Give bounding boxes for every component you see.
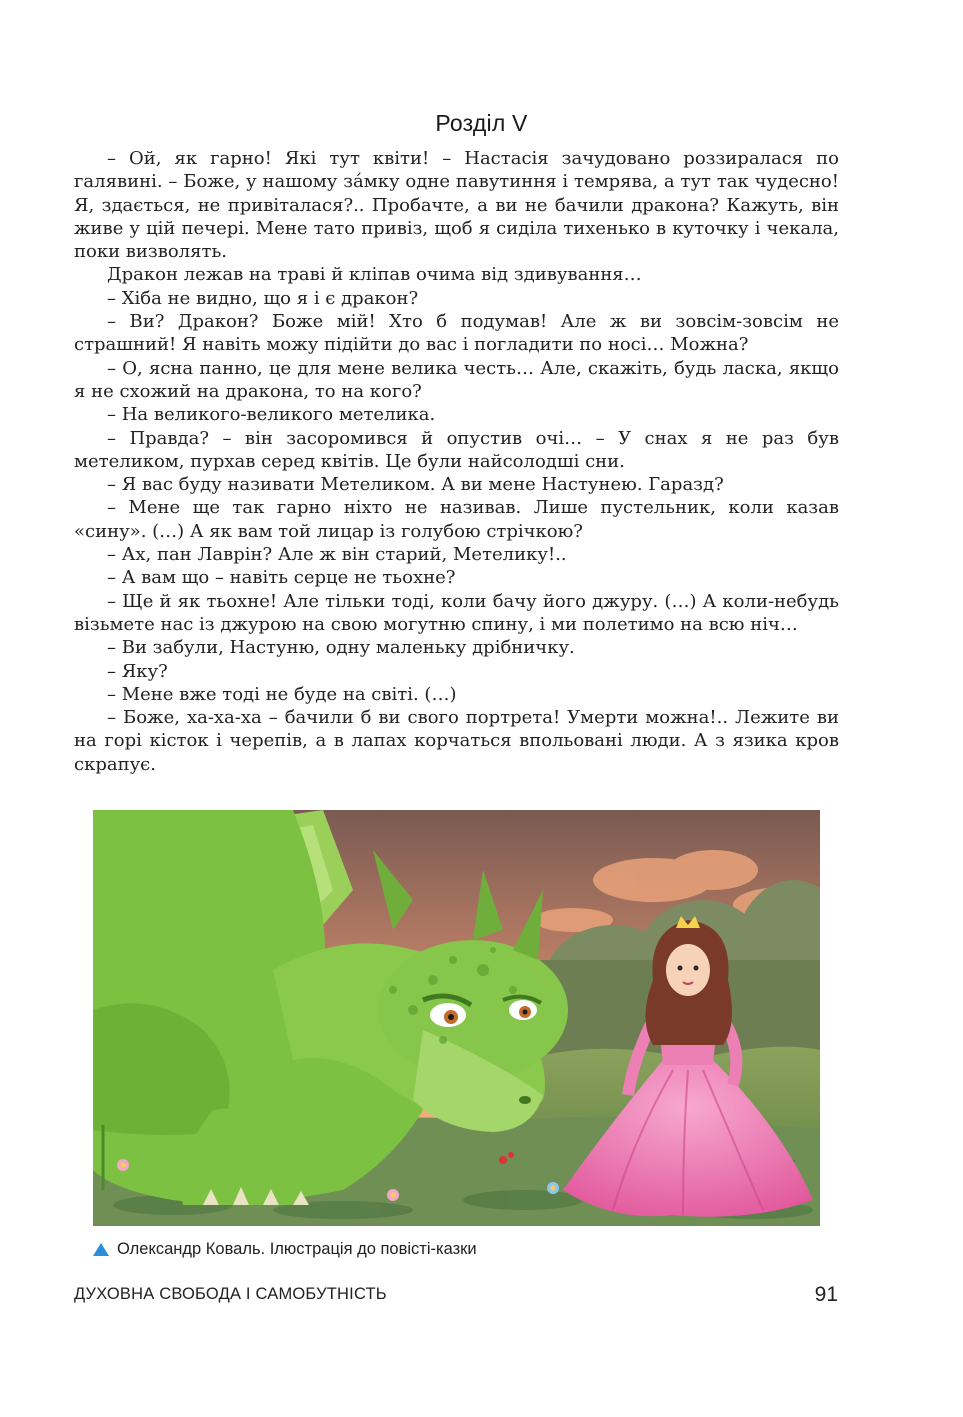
page-number: 91 [814,1283,838,1306]
paragraph: – Ой, як гарно! Які тут квіти! – Настасія зачудовано роззиралася по галявині. – Боже, у нашому за́мку одне павутиння і темрява, а тут так чудесно! Я, здається, не привіталася?.. Пробачте, а ви не бачили дракона? Кажуть, він живе у цій печері. Мене тато привіз, щоб я сиділа тихенько в куточку і чекала, поки визволять. [74,148,839,263]
chapter-title: Розділ V [435,110,528,136]
illustration-caption [93,1240,477,1259]
paragraph: – А вам що – навіть серце не тьохне? [107,567,456,589]
paragraph: – Я вас буду називати Метеликом. А ви мене Настунею. Гаразд? [107,474,724,496]
paragraph: – Ах, пан Лаврін? Але ж він старий, Метелику!.. [107,544,567,566]
paragraph: – О, ясна панно, це для мене велика честь… Але, скажіть, будь ласка, якщо я не схожий на дракона, то на кого? [74,357,839,402]
footer-section-title: ДУХОВНА СВОБОДА І САМОБУТНІСТЬ [74,1285,387,1303]
paragraph: – Правда? – він засоромився й опустив очі… – У снах я не раз був метеликом, пурхав серед квітів. Це були найсолодші сни. [74,427,839,472]
paragraph: – Хіба не видно, що я і є дракон? [107,287,419,309]
paragraph: – Боже, ха-ха-ха – бачили б ви свого портрета! Умерти можна!.. Лежите ви на горі кісток і черепів, а в лапах корчаться впольовані люди. А з язика кров скрапує. [74,707,839,775]
story-text [74,147,839,776]
triangle-icon [93,1243,109,1256]
paragraph: – Мене вже тоді не буде на світі. (…) [107,683,457,705]
paragraph: – Яку? [107,660,168,682]
caption-text: Олександр Коваль. Ілюстрація до повісті-казки [117,1240,477,1258]
paragraph: – Ви забули, Настуню, одну маленьку дрібничку. [107,637,575,659]
paragraph: Дракон лежав на траві й кліпав очима від здивування… [107,264,642,286]
paragraph: – Мене ще так гарно ніхто не називав. Лише пустельник, коли казав «сину». (…) А як вам той лицар із голубою стрічкою? [74,497,839,542]
paragraph: – На великого-великого метелика. [107,404,436,426]
dragon-princess-illustration [93,810,820,1226]
paragraph: – Ще й як тьохне! Але тільки тоді, коли бачу його джуру. (…) А коли-небудь візьмете нас із джурою на свою могутню спину, і ми полетимо на всю ніч… [74,590,839,635]
paragraph: – Ви? Дракон? Боже мій! Хто б подумав! Але ж ви зовсім-зовсім не страшний! Я навіть можу підійти до вас і погладити по носі… Можна? [74,311,839,356]
